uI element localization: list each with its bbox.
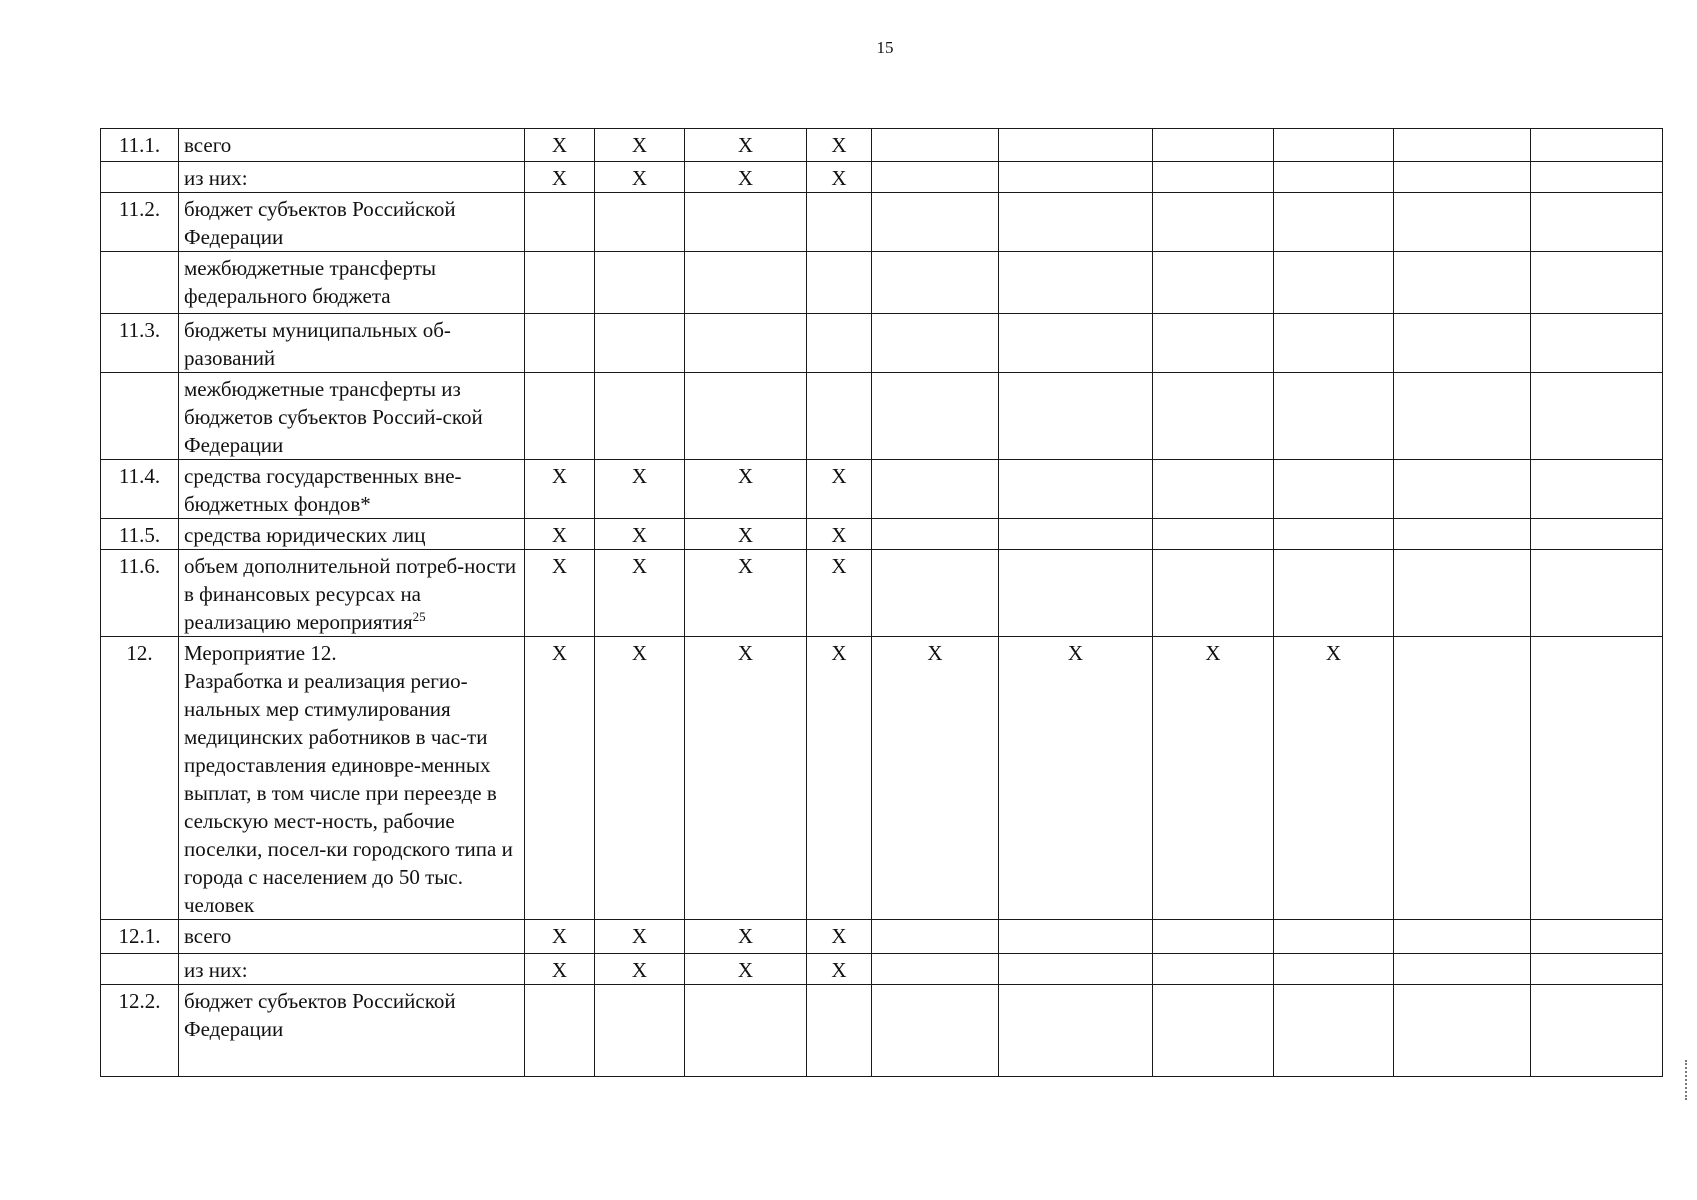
page-number: 15 bbox=[876, 38, 894, 57]
value-cell: X bbox=[525, 954, 595, 985]
value-cell bbox=[1531, 129, 1663, 162]
value-cell bbox=[872, 954, 999, 985]
value-cell: X bbox=[807, 162, 872, 193]
value-cell bbox=[1394, 193, 1531, 252]
value-cell bbox=[1531, 252, 1663, 314]
value-cell: X bbox=[807, 460, 872, 519]
row-number-cell bbox=[101, 373, 179, 460]
value-cell: X bbox=[595, 129, 685, 162]
value-cell bbox=[872, 373, 999, 460]
value-cell bbox=[872, 920, 999, 954]
value-cell bbox=[1394, 954, 1531, 985]
value-cell bbox=[999, 193, 1153, 252]
value-cell: X bbox=[685, 129, 807, 162]
value-cell bbox=[999, 314, 1153, 373]
value-cell bbox=[807, 252, 872, 314]
value-cell: X bbox=[525, 460, 595, 519]
value-cell bbox=[1153, 920, 1274, 954]
value-cell: X bbox=[595, 637, 685, 920]
row-number-cell: 12.1. bbox=[101, 920, 179, 954]
value-cell bbox=[1274, 985, 1394, 1077]
table-body bbox=[101, 129, 1663, 1077]
table-row bbox=[101, 985, 1663, 1077]
value-cell bbox=[1153, 460, 1274, 519]
table-row bbox=[101, 920, 1663, 954]
footnote-reference: 25 bbox=[412, 609, 426, 624]
value-cell: X bbox=[525, 920, 595, 954]
row-description-cell bbox=[179, 519, 525, 550]
value-cell: X bbox=[685, 637, 807, 920]
value-cell bbox=[1274, 550, 1394, 637]
value-cell bbox=[1153, 985, 1274, 1077]
value-cell bbox=[685, 373, 807, 460]
value-cell bbox=[999, 519, 1153, 550]
value-cell bbox=[1394, 373, 1531, 460]
row-description-cell bbox=[179, 920, 525, 954]
value-cell bbox=[999, 954, 1153, 985]
value-cell bbox=[1531, 550, 1663, 637]
row-number-cell bbox=[101, 954, 179, 985]
row-number-cell: 12. bbox=[101, 637, 179, 920]
row-number-cell: 11.1. bbox=[101, 129, 179, 162]
value-cell: X bbox=[685, 519, 807, 550]
row-description-text: Мероприятие 12. Разработка и реализация регио-нальных мер стимулирования медицинских работников в час-ти предоставления единовре-менных выплат, в том числе при переезде в сельскую мест-ность, рабочие поселки, посел-ки городского типа и города с населением до 50 тыс. человек bbox=[184, 641, 513, 917]
value-cell bbox=[1274, 954, 1394, 985]
value-cell bbox=[872, 519, 999, 550]
value-cell bbox=[525, 314, 595, 373]
value-cell bbox=[872, 129, 999, 162]
row-description-cell bbox=[179, 985, 525, 1077]
value-cell bbox=[872, 460, 999, 519]
table-row bbox=[101, 460, 1663, 519]
value-cell: X bbox=[807, 637, 872, 920]
row-description-cell bbox=[179, 550, 525, 637]
value-cell bbox=[1531, 460, 1663, 519]
value-cell: X bbox=[685, 460, 807, 519]
row-description-cell bbox=[179, 637, 525, 920]
value-cell: X bbox=[685, 920, 807, 954]
value-cell: X bbox=[1274, 637, 1394, 920]
value-cell bbox=[999, 920, 1153, 954]
table-row bbox=[101, 193, 1663, 252]
value-cell bbox=[525, 985, 595, 1077]
value-cell bbox=[872, 193, 999, 252]
table-row bbox=[101, 954, 1663, 985]
row-description-cell bbox=[179, 129, 525, 162]
value-cell: X bbox=[685, 954, 807, 985]
row-description-cell bbox=[179, 373, 525, 460]
table-row bbox=[101, 519, 1663, 550]
row-description-text: средства юридических лиц bbox=[184, 523, 426, 547]
budget-table bbox=[100, 128, 1663, 1077]
row-number-cell bbox=[101, 162, 179, 193]
value-cell bbox=[1394, 314, 1531, 373]
value-cell bbox=[1274, 373, 1394, 460]
row-description-text: межбюджетные трансферты из бюджетов субъектов Россий-ской Федерации bbox=[184, 377, 483, 457]
value-cell bbox=[1274, 252, 1394, 314]
scan-margin-mark bbox=[1685, 1060, 1689, 1100]
row-description-text: бюджеты муниципальных об-разований bbox=[184, 318, 451, 370]
row-description-cell bbox=[179, 460, 525, 519]
value-cell bbox=[1531, 985, 1663, 1077]
value-cell bbox=[1274, 193, 1394, 252]
value-cell: X bbox=[525, 129, 595, 162]
value-cell bbox=[685, 193, 807, 252]
row-description-text: из них: bbox=[184, 166, 248, 190]
value-cell: X bbox=[525, 519, 595, 550]
value-cell bbox=[1274, 314, 1394, 373]
value-cell: X bbox=[525, 637, 595, 920]
value-cell bbox=[1394, 637, 1531, 920]
row-description-text: из них: bbox=[184, 958, 248, 982]
row-number-cell: 11.6. bbox=[101, 550, 179, 637]
row-number-cell: 11.3. bbox=[101, 314, 179, 373]
value-cell bbox=[1153, 314, 1274, 373]
table-row bbox=[101, 314, 1663, 373]
value-cell bbox=[525, 373, 595, 460]
value-cell: X bbox=[685, 162, 807, 193]
value-cell bbox=[1153, 550, 1274, 637]
value-cell bbox=[999, 460, 1153, 519]
value-cell: X bbox=[595, 519, 685, 550]
table-row bbox=[101, 162, 1663, 193]
value-cell: X bbox=[685, 550, 807, 637]
row-number-cell: 11.2. bbox=[101, 193, 179, 252]
value-cell bbox=[872, 550, 999, 637]
value-cell: X bbox=[999, 637, 1153, 920]
value-cell bbox=[595, 314, 685, 373]
value-cell bbox=[1153, 162, 1274, 193]
row-description-text: бюджет субъектов Российской Федерации bbox=[184, 989, 456, 1041]
value-cell bbox=[1274, 519, 1394, 550]
value-cell bbox=[1274, 920, 1394, 954]
value-cell bbox=[999, 129, 1153, 162]
row-number-cell: 11.4. bbox=[101, 460, 179, 519]
value-cell bbox=[1531, 373, 1663, 460]
value-cell bbox=[595, 252, 685, 314]
value-cell bbox=[1153, 373, 1274, 460]
value-cell bbox=[872, 985, 999, 1077]
value-cell bbox=[525, 193, 595, 252]
value-cell bbox=[1531, 314, 1663, 373]
value-cell bbox=[1274, 162, 1394, 193]
row-description-cell bbox=[179, 954, 525, 985]
value-cell bbox=[1274, 129, 1394, 162]
value-cell bbox=[1153, 252, 1274, 314]
row-description-text: бюджет субъектов Российской Федерации bbox=[184, 197, 456, 249]
row-description-text: средства государственных вне-бюджетных фондов* bbox=[184, 464, 462, 516]
row-description-text: всего bbox=[184, 924, 232, 948]
value-cell: X bbox=[807, 550, 872, 637]
value-cell bbox=[595, 193, 685, 252]
value-cell bbox=[685, 252, 807, 314]
value-cell bbox=[1394, 519, 1531, 550]
value-cell bbox=[999, 985, 1153, 1077]
value-cell bbox=[1531, 637, 1663, 920]
table-row bbox=[101, 373, 1663, 460]
table-row bbox=[101, 550, 1663, 637]
value-cell bbox=[685, 314, 807, 373]
table-row bbox=[101, 252, 1663, 314]
value-cell: X bbox=[807, 920, 872, 954]
value-cell bbox=[1531, 920, 1663, 954]
value-cell: X bbox=[807, 954, 872, 985]
row-number-cell bbox=[101, 252, 179, 314]
value-cell: X bbox=[807, 129, 872, 162]
value-cell bbox=[1153, 954, 1274, 985]
value-cell bbox=[525, 252, 595, 314]
value-cell bbox=[1153, 519, 1274, 550]
value-cell bbox=[872, 252, 999, 314]
value-cell: X bbox=[595, 162, 685, 193]
value-cell: X bbox=[595, 954, 685, 985]
value-cell bbox=[1531, 193, 1663, 252]
table-row bbox=[101, 637, 1663, 920]
row-number-cell: 12.2. bbox=[101, 985, 179, 1077]
row-description-text: всего bbox=[184, 133, 232, 157]
row-description-cell bbox=[179, 252, 525, 314]
value-cell bbox=[685, 985, 807, 1077]
value-cell: X bbox=[595, 460, 685, 519]
value-cell bbox=[999, 162, 1153, 193]
value-cell bbox=[1394, 129, 1531, 162]
value-cell bbox=[872, 314, 999, 373]
value-cell: X bbox=[872, 637, 999, 920]
value-cell bbox=[1531, 954, 1663, 985]
value-cell bbox=[1394, 985, 1531, 1077]
table-row bbox=[101, 129, 1663, 162]
row-description-cell bbox=[179, 193, 525, 252]
value-cell bbox=[1274, 460, 1394, 519]
value-cell bbox=[1153, 129, 1274, 162]
value-cell: X bbox=[807, 519, 872, 550]
value-cell: X bbox=[595, 550, 685, 637]
row-description-cell bbox=[179, 162, 525, 193]
value-cell bbox=[1153, 193, 1274, 252]
value-cell bbox=[999, 550, 1153, 637]
value-cell bbox=[872, 162, 999, 193]
value-cell: X bbox=[525, 162, 595, 193]
row-description-cell bbox=[179, 314, 525, 373]
value-cell bbox=[1531, 162, 1663, 193]
value-cell bbox=[807, 373, 872, 460]
value-cell bbox=[1394, 920, 1531, 954]
row-number-cell: 11.5. bbox=[101, 519, 179, 550]
value-cell bbox=[1394, 162, 1531, 193]
value-cell bbox=[999, 252, 1153, 314]
value-cell: X bbox=[1153, 637, 1274, 920]
value-cell bbox=[1394, 550, 1531, 637]
value-cell bbox=[807, 985, 872, 1077]
value-cell bbox=[1394, 460, 1531, 519]
value-cell bbox=[1394, 252, 1531, 314]
value-cell bbox=[807, 193, 872, 252]
value-cell bbox=[807, 314, 872, 373]
row-description-text: объем дополнительной потреб-ности в финансовых ресурсах на реализацию мероприятия bbox=[184, 554, 517, 634]
value-cell bbox=[999, 373, 1153, 460]
row-description-text: межбюджетные трансферты федерального бюджета bbox=[184, 256, 436, 308]
value-cell: X bbox=[525, 550, 595, 637]
value-cell bbox=[595, 985, 685, 1077]
value-cell: X bbox=[595, 920, 685, 954]
value-cell bbox=[1531, 519, 1663, 550]
value-cell bbox=[595, 373, 685, 460]
